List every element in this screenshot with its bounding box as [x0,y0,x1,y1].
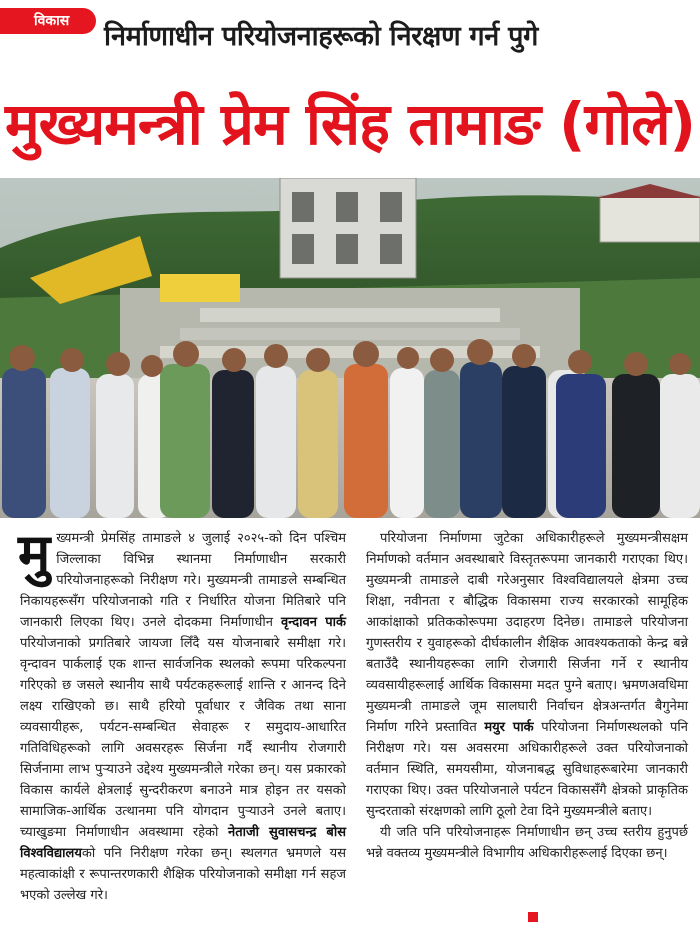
headline: मुख्यमन्त्री प्रेम सिंह तामाङ (गोले) [4,90,696,158]
news-photo [0,178,700,518]
article-column-right [366,528,688,864]
bold-brindavan-park: वृन्दावन पार्क [280,615,346,630]
paragraph-1-part-b: परियोजनाको प्रगतिबारे जायजा लिँदै यस योजनाबारे समीक्षा गरे। वृन्दावन पार्कलाई एक शान्त सार्वजनिक स्थलको रूपमा परिकल्पना गरिएको छ जसले स्थानीय साथै पर्यटकहरूलाई शान्ति र आनन्द दिने लक्ष्य राखिएको छ। साथै हरियो पूर्वाधार र जैविक तथा साना व्यवसायीहरू, पर्यटन-सम्बन्धित सेवाहरू र समुदाय-आधारित गतिविधिहरूको लागि अवसरहरू सिर्जना गर्दै स्थानीय रोजगारी सिर्जनामा लाभ पुर्‍याउने उद्देश्य मुख्यमन्त्रीले गरेका छन्। यस प्रकारको विकास कार्यले क्षेत्रलाई सुन्दरीकरण बनाउने मात्र होइन तर यसको सामाजिक-आर्थिक उत्थानमा पनि योगदान पुर्‍याउने उनले बताए। च्याखुङमा निर्माणाधीन अवस्थामा रहेको [20,636,346,840]
section-tag: विकास [0,8,96,34]
end-of-article-mark [528,912,538,922]
paragraph-1-part-a: ख्यमन्त्री प्रेमसिंह तामाङले ४ जुलाई २०२५-को दिन पश्चिम जिल्लाका विभिन्न स्थानमा निर्माणाधीन सरकारी परियोजनाहरूको निरीक्षण गरे। मुख्यमन्त्री तामाङले सम्बन्धित निकायहरूसँग परियोजनाको गति र निर्धारित योजना मितिबारे पनि जानकारी लिएका थिए। उनले दोदकमा निर्माणाधीन [20,531,346,630]
bold-netaji-university: नेताजी सुवासचन्द्र बोस विश्वविद्यालय [20,825,346,861]
paragraph-2-part-b: परियोजना निर्माणस्थलको पनि निरीक्षण गरे। यस अवसरमा अधिकारीहरूले उक्त परियोजनाको वर्तमान स्थिति, समयसीमा, योजनाबद्ध सुविधाहरूबारेमा जानकारी गराएका थिए। उक्त परियोजनाले पर्यटन विकाससँगै क्षेत्रको प्राकृतिक सुन्दरताको संरक्षणको लागि ठूलो टेवा दिने मुख्यमन्त्रीले बताए। [366,720,688,819]
paragraph-3: यी जति पनि परियोजनाहरू निर्माणाधीन छन् उच्च स्तरीय हुनुपर्छ भन्ने वक्तव्य मुख्यमन्त्रीले विभागीय अधिकारीहरूलाई दिएका छन्। [366,825,688,861]
article-column-left [18,522,346,906]
dropcap: मु [18,522,51,585]
bold-mayur-park: मयुर पार्क [484,720,534,735]
paragraph-2 [366,528,688,822]
subheadline: निर्माणाधीन परियोजनाहरूको निरक्षण गर्न पुगे [104,21,539,52]
paragraph-1-part-c: को पनि निरीक्षण गरेका छन्। स्थलगत भ्रमणले यस महत्वाकांक्षी र रूपान्तरणकारी शैक्षिक परियोजनाको समीक्षा गर्न सहज भएको उल्लेख गरे। [20,846,346,903]
paragraph-2-part-a: परियोजना निर्माणमा जुटेका अधिकारीहरूले मुख्यमन्त्रीसक्षम निर्माणको वर्तमान अवस्थाबारे विस्तृतरूपमा जानकारी गराएका थिए। मुख्यमन्त्री तामाङले दाबी गरेअनुसार विश्वविद्यालयले क्षेत्रमा उच्च शिक्षा, नवीनता र बौद्धिक विकासमा राज्य सरकारको सामूहिक आकांक्षाको प्रतिककोरूपमा उदाहरण दिनेछ। तामाङले परियोजना गुणस्तरीय र युवाहरूको दीर्घकालीन शैक्षिक आवश्यकताको केन्द्र बन्ने बताउँदै स्थानीयहरूका लागि रोजगारी सिर्जना गर्ने र स्थानीय व्यवसायीहरूलाई आर्थिक विकासमा मदत पुग्ने बताए। भ्रमणअवधिमा मुख्यमन्त्री तामाङले जूम सालघारी निर्वाचन क्षेत्रअन्तर्गत बैगुनेमा निर्माण गरिने प्रस्तावित [366,531,688,735]
